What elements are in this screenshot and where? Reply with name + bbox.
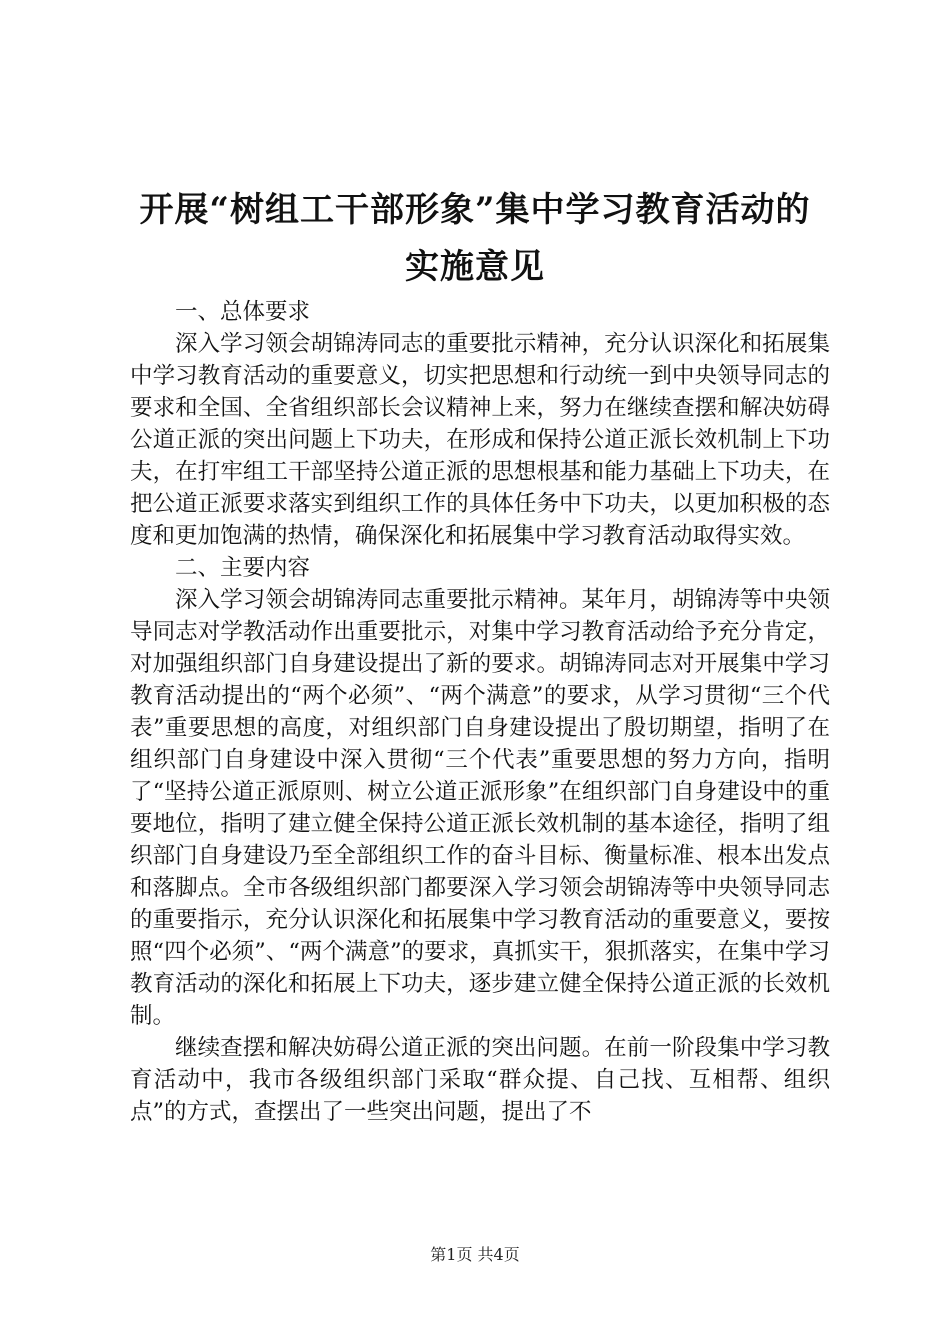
paragraph: 继续查摆和解决妨碍公道正派的突出问题。在前一阶段集中学习教育活动中，我市各级组织部门采取“群众提、自己找、互相帮、组织点”的方式，查摆出了一些突出问题，提出了不 — [130, 1035, 830, 1125]
paragraph: 深入学习领会胡锦涛同志的重要批示精神，充分认识深化和拓展集中学习教育活动的重要意义，切实把思想和行动统一到中央领导同志的要求和全国、全省组织部长会议精神上来，努力在继续查摆和解决妨碍公道正派的突出问题上下功夫，在形成和保持公道正派长效机制上下功夫，在打牢组工干部坚持公道正派的思想根基和能力基础上下功夫，在把公道正派要求落实到组织工作的具体任务中下功夫，以更加积极的态度和更加饱满的热情，确保深化和拓展集中学习教育活动取得实效。 — [130, 331, 830, 549]
document-title-line-2: 实施意见 — [405, 247, 545, 287]
document-body — [130, 296, 830, 1128]
section-heading-main-content: 二、主要内容 — [175, 555, 311, 581]
paragraph: 深入学习领会胡锦涛同志重要批示精神。某年月，胡锦涛等中央领导同志对学教活动作出重要批示，对集中学习教育活动给予充分肯定，对加强组织部门自身建设提出了新的要求。胡锦涛同志对开展集中学习教育活动提出的“两个必须”、“两个满意”的要求，从学习贯彻“三个代表”重要思想的高度，对组织部门自身建设提出了殷切期望，指明了在组织部门自身建设中深入贯彻“三个代表”重要思想的努力方向，指明了“坚持公道正派原则、树立公道正派形象”在组织部门自身建设中的重要地位，指明了建立健全保持公道正派长效机制的基本途径，指明了组织部门自身建设乃至全部组织工作的奋斗目标、衡量标准、根本出发点和落脚点。全市各级组织部门都要深入学习领会胡锦涛等中央领导同志的重要指示，充分认识深化和拓展集中学习教育活动的重要意义，要按照“四个必须”、“两个满意”的要求，真抓实干，狠抓落实，在集中学习教育活动的深化和拓展上下功夫，逐步建立健全保持公道正派的长效机制。 — [130, 587, 830, 1029]
page-footer: 第1页 共4页 — [430, 1245, 520, 1264]
document-title-line-1: 开展“树组工干部形象”集中学习教育活动的 — [139, 190, 811, 230]
section-heading-general-requirements: 一、总体要求 — [175, 299, 311, 325]
